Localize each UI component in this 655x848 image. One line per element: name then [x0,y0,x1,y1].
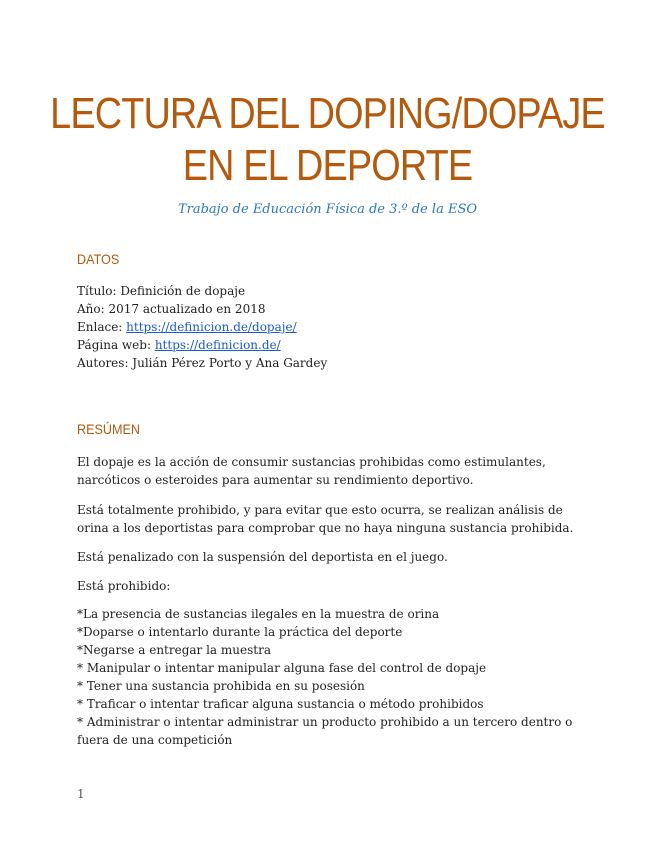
list-item: *La presencia de sustancias ilegales en la muestra de orina [77,607,440,621]
datos-titulo-row [77,282,587,300]
page-number: 1 [77,787,85,801]
datos-enlace-row [77,318,587,336]
resumen-paragraph-2: Está totalmente prohibido, y para evitar que esto ocurra, se realizan análisis de orina a los deportistas para comprobar que no haya ninguna sustancia prohibida. [77,503,574,535]
anio-label: Año: [77,302,109,316]
resumen-paragraph-4: Está prohibido: [77,579,171,593]
list-item: * Manipular o intentar manipular alguna fase del control de dopaje [77,661,487,675]
title-line-2: EN EL DEPORTE [182,141,473,190]
resumen-paragraph-1: El dopaje es la acción de consumir sustancias prohibidas como estimulantes, narcóticos o esteroides para aumentar su rendimiento deportivo. [77,455,546,487]
titulo-label: Título: [77,284,121,298]
document-subtitle: Trabajo de Educación Física de 3.º de la ESO [177,202,478,217]
list-item: *Doparse o intentarlo durante la práctica del deporte [77,625,403,639]
document-title [46,88,609,192]
datos-anio-row [77,300,587,318]
title-line-1: LECTURA DEL DOPING/DOPAJE [50,89,605,138]
datos-web-row [77,336,587,354]
web-link[interactable]: https://definicion.de/ [154,338,281,352]
list-item: * Tener una sustancia prohibida en su posesión [77,679,365,693]
resumen-paragraph-3: Está penalizado con la suspensión del deportista en el juego. [77,550,448,564]
datos-section [77,282,587,372]
list-item: * Administrar o intentar administrar un producto prohibido a un tercero dentro o fuera de una competición [77,715,573,747]
list-item: *Negarse a entregar la muestra [77,643,271,657]
datos-heading: DATOS [77,251,120,267]
autores-value: Julián Pérez Porto y Ana Gardey [132,356,328,370]
anio-value: 2017 actualizado en 2018 [108,302,266,316]
autores-label: Autores: [77,356,133,370]
prohibited-list [77,605,587,749]
web-label: Página web: [77,338,155,352]
enlace-label: Enlace: [77,320,127,334]
datos-autores-row [77,354,587,372]
list-item: * Traficar o intentar traficar alguna sustancia o método prohibidos [77,697,484,711]
resumen-heading: RESÚMEN [77,421,141,437]
enlace-link[interactable]: https://definicion.de/dopaje/ [126,320,297,334]
titulo-value: Definición de dopaje [120,284,246,298]
